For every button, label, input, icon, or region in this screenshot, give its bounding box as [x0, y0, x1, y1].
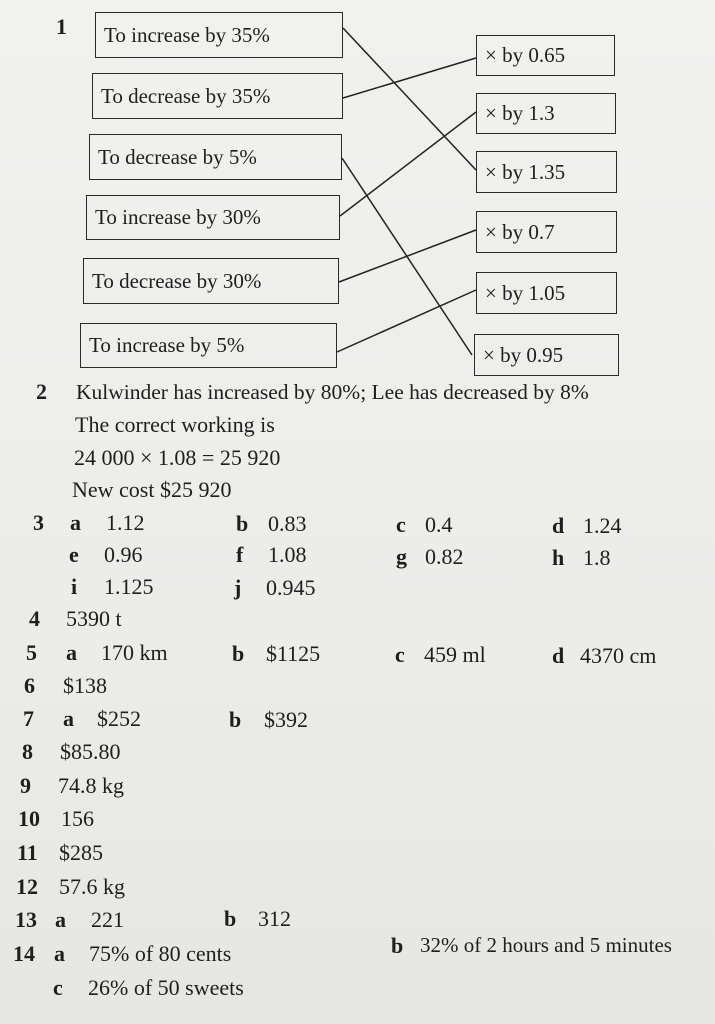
match-line-increase-5: [337, 290, 476, 352]
q14-value-c: 26% of 50 sweets: [88, 975, 244, 1000]
right-box-6: × by 0.95: [474, 334, 619, 376]
question-number-7: 7: [23, 706, 34, 731]
q3-value-e: 0.96: [104, 542, 143, 567]
q8-answer: $85.80: [60, 739, 121, 764]
q4-answer: 5390 t: [66, 606, 122, 631]
q3-letter-g: g: [396, 544, 407, 569]
match-line-increase-35: [343, 28, 476, 170]
question-number-5: 5: [26, 640, 37, 665]
q3-value-f: 1.08: [268, 542, 307, 567]
q5-value-d: 4370 cm: [580, 643, 657, 668]
q3-letter-c: c: [396, 512, 406, 537]
q3-value-h: 1.8: [583, 545, 611, 570]
q13-letter-a: a: [55, 907, 66, 932]
question-number-4: 4: [29, 606, 40, 631]
match-line-decrease-35: [343, 58, 476, 98]
q14-letter-b: b: [391, 933, 404, 958]
q3-letter-j: j: [234, 575, 242, 600]
q13-letter-b: b: [224, 906, 237, 931]
left-box-4: To increase by 30%: [86, 195, 340, 240]
q3-letter-f: f: [236, 542, 244, 567]
q11-answer: $285: [59, 840, 103, 865]
left-box-5: To decrease by 30%: [83, 258, 339, 304]
question-number-12: 12: [16, 874, 38, 899]
right-box-2: × by 1.3: [476, 93, 616, 134]
q5-letter-c: c: [395, 642, 405, 667]
question-number-11: 11: [17, 840, 38, 865]
left-box-3: To decrease by 5%: [89, 134, 342, 180]
right-box-1: × by 0.65: [476, 35, 615, 76]
q3-value-c: 0.4: [425, 512, 453, 537]
q5-value-b: $1125: [266, 641, 321, 666]
question-number-8: 8: [22, 739, 33, 764]
right-box-5: × by 1.05: [476, 272, 617, 314]
question-number-13: 13: [15, 907, 37, 932]
q2-line-2: The correct working is: [75, 412, 275, 437]
q2-line-3: 24 000 × 1.08 = 25 920: [74, 445, 281, 470]
q6-answer: $138: [63, 673, 107, 698]
q12-answer: 57.6 kg: [59, 874, 125, 899]
question-number-3: 3: [33, 510, 44, 535]
q3-value-a: 1.12: [106, 510, 145, 535]
q5-value-a: 170 km: [101, 640, 168, 665]
q7-letter-a: a: [63, 706, 74, 731]
match-line-increase-30: [340, 112, 476, 216]
right-box-4: × by 0.7: [476, 211, 617, 253]
q3-letter-h: h: [552, 545, 565, 570]
q5-value-c: 459 ml: [424, 642, 486, 667]
q3-letter-d: d: [552, 513, 565, 538]
question-number-14: 14: [13, 941, 35, 966]
q7-value-b: $392: [264, 707, 308, 732]
q7-letter-b: b: [229, 707, 242, 732]
q3-value-i: 1.125: [104, 574, 154, 599]
q3-letter-a: a: [70, 510, 81, 535]
question-number-9: 9: [20, 773, 31, 798]
q3-letter-b: b: [236, 511, 249, 536]
q2-line-4: New cost $25 920: [72, 477, 232, 502]
q3-value-j: 0.945: [266, 575, 316, 600]
left-box-6: To increase by 5%: [80, 323, 337, 368]
q13-value-b: 312: [258, 906, 291, 931]
q10-answer: 156: [61, 806, 94, 831]
q13-value-a: 221: [91, 907, 124, 932]
match-line-decrease-30: [339, 230, 476, 282]
q14-value-a: 75% of 80 cents: [89, 941, 232, 966]
q7-value-a: $252: [97, 706, 141, 731]
question-number-6: 6: [24, 673, 35, 698]
q14-letter-a: a: [54, 941, 65, 966]
q3-value-g: 0.82: [425, 544, 464, 569]
q3-letter-i: i: [71, 574, 78, 599]
question-number-1: 1: [56, 14, 67, 39]
q5-letter-a: a: [66, 640, 77, 665]
q5-letter-b: b: [232, 641, 245, 666]
q3-letter-e: e: [69, 542, 79, 567]
left-box-2: To decrease by 35%: [92, 73, 343, 119]
q5-letter-d: d: [552, 643, 565, 668]
q14-value-b: 32% of 2 hours and 5 minutes: [420, 933, 672, 957]
q3-value-d: 1.24: [583, 513, 622, 538]
q9-answer: 74.8 kg: [58, 773, 124, 798]
question-number-2: 2: [36, 379, 47, 404]
q2-line-1: Kulwinder has increased by 80%; Lee has decreased by 8%: [76, 380, 589, 404]
question-number-10: 10: [18, 806, 40, 831]
left-box-1: To increase by 35%: [95, 12, 343, 58]
q3-value-b: 0.83: [268, 511, 307, 536]
q14-letter-c: c: [53, 975, 63, 1000]
right-box-3: × by 1.35: [476, 151, 617, 193]
